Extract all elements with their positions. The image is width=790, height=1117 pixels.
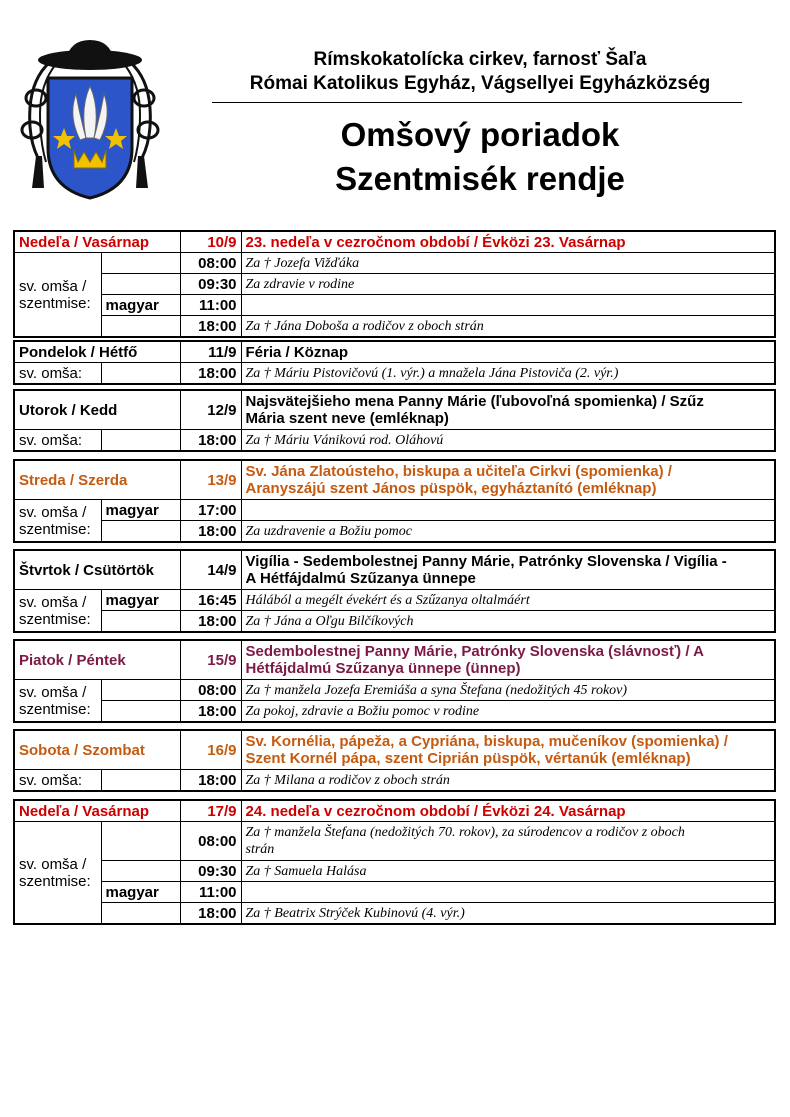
- mass-intention: Za pokoj, zdravie a Božiu pomoc v rodine: [241, 701, 775, 723]
- day-table-friday-15-9: [13, 639, 776, 723]
- day-table-sunday-10-9: [13, 230, 776, 338]
- liturgical-title: Sedembolestnej Panny Márie, Patrónky Slovenska (slávnosť) / A Hétfájdalmú Szűzanya ünnepe (ünnep): [241, 640, 775, 680]
- day-name: Piatok / Péntek: [14, 640, 180, 680]
- day-name: Štvrtok / Csütörtök: [14, 550, 180, 590]
- day-date: 11/9: [180, 341, 241, 363]
- mass-time: 08:00: [180, 253, 241, 274]
- mass-language: [101, 861, 180, 882]
- mass-label: sv. omša:: [14, 363, 101, 385]
- day-name: Nedeľa / Vasárnap: [14, 800, 180, 822]
- day-name: Pondelok / Hétfő: [14, 341, 180, 363]
- day-table-monday-11-9: [13, 340, 776, 385]
- day-table-wednesday-13-9: [13, 459, 776, 543]
- mass-language: [101, 316, 180, 338]
- page-title-hu: Szentmisék rendje: [335, 160, 625, 197]
- day-date: 16/9: [180, 730, 241, 770]
- mass-label: sv. omša:: [14, 770, 101, 792]
- mass-language: [101, 274, 180, 295]
- mass-language: [101, 770, 180, 792]
- church-name-hu: Római Katolikus Egyház, Vágsellyei Egyházközség: [249, 73, 711, 94]
- mass-language: magyar: [101, 590, 180, 611]
- liturgical-title: Najsvätejšieho mena Panny Márie (ľubovoľná spomienka) / Szűz Mária szent neve (emléknap): [241, 390, 775, 430]
- day-date: 13/9: [180, 460, 241, 500]
- mass-language: [101, 521, 180, 543]
- day-date: 14/9: [180, 550, 241, 590]
- day-date: 15/9: [180, 640, 241, 680]
- mass-label: sv. omša / szentmise:: [14, 680, 101, 723]
- mass-time: 18:00: [180, 701, 241, 723]
- liturgical-title: Sv. Kornélia, pápeža, a Cypriána, biskupa, mučeníkov (spomienka) / Szent Kornél pápa, szent Ciprián püspök, vértanúk (emléknap): [241, 730, 775, 770]
- mass-time: 18:00: [180, 363, 241, 385]
- mass-label: sv. omša:: [14, 430, 101, 452]
- mass-language: [101, 363, 180, 385]
- mass-intention: Za zdravie v rodine: [241, 274, 775, 295]
- mass-language: [101, 430, 180, 452]
- page-title-sk: Omšový poriadok: [340, 116, 620, 153]
- mass-time: 11:00: [180, 295, 241, 316]
- mass-time: 18:00: [180, 521, 241, 543]
- mass-time: 18:00: [180, 770, 241, 792]
- mass-intention: Za † manžela Štefana (nedožitých 70. rokov), za súrodencov a rodičov z oboch strán: [241, 822, 775, 861]
- mass-time: 09:30: [180, 274, 241, 295]
- day-date: 12/9: [180, 390, 241, 430]
- day-name: Sobota / Szombat: [14, 730, 180, 770]
- liturgical-title: 24. nedeľa v cezročnom období / Évközi 24. Vasárnap: [241, 800, 775, 822]
- day-name: Utorok / Kedd: [14, 390, 180, 430]
- mass-intention: Za † manžela Jozefa Eremiáša a syna Štefana (nedožitých 45 rokov): [241, 680, 775, 701]
- mass-time: 18:00: [180, 903, 241, 925]
- mass-label: sv. omša / szentmise:: [14, 500, 101, 543]
- day-date: 10/9: [180, 231, 241, 253]
- day-table-thursday-14-9: [13, 549, 776, 633]
- mass-language: [101, 822, 180, 861]
- mass-language: magyar: [101, 295, 180, 316]
- mass-intention: [241, 882, 775, 903]
- mass-time: 08:00: [180, 680, 241, 701]
- day-name: Streda / Szerda: [14, 460, 180, 500]
- liturgical-title: Féria / Köznap: [241, 341, 775, 363]
- mass-intention: Hálából a megélt évekért és a Szűzanya oltalmáért: [241, 590, 775, 611]
- day-name: Nedeľa / Vasárnap: [14, 231, 180, 253]
- coat-of-arms-icon: [10, 38, 170, 203]
- mass-intention: Za † Beatrix Strýček Kubinovú (4. výr.): [241, 903, 775, 925]
- mass-time: 18:00: [180, 430, 241, 452]
- mass-intention: Za † Máriu Vánikovú rod. Oláhovú: [241, 430, 775, 452]
- liturgical-title: 23. nedeľa v cezročnom období / Évközi 23. Vasárnap: [241, 231, 775, 253]
- mass-time: 18:00: [180, 316, 241, 338]
- mass-intention: Za † Jána a Oľgu Bilčíkových: [241, 611, 775, 633]
- mass-language: [101, 680, 180, 701]
- mass-time: 18:00: [180, 611, 241, 633]
- mass-label: sv. omša / szentmise:: [14, 822, 101, 925]
- mass-intention: Za † Máriu Pistovičovú (1. výr.) a mnažela Jána Pistoviča (2. výr.): [241, 363, 775, 385]
- church-name-sk: Rímskokatolícka cirkev, farnosť Šaľa: [313, 49, 647, 70]
- liturgical-title: Vigília - Sedembolestnej Panny Márie, Patrónky Slovenska / Vigília - A Hétfájdalmú Szűzanya ünnepe: [241, 550, 775, 590]
- day-date: 17/9: [180, 800, 241, 822]
- mass-language: [101, 611, 180, 633]
- mass-intention: [241, 295, 775, 316]
- mass-language: [101, 701, 180, 723]
- mass-intention: Za † Jána Doboša a rodičov z oboch strán: [241, 316, 775, 338]
- mass-time: 17:00: [180, 500, 241, 521]
- mass-language: magyar: [101, 500, 180, 521]
- day-table-tuesday-12-9: [13, 389, 776, 452]
- document-header: [0, 0, 790, 225]
- mass-time: 11:00: [180, 882, 241, 903]
- mass-time: 16:45: [180, 590, 241, 611]
- mass-language: [101, 903, 180, 925]
- mass-intention: Za † Milana a rodičov z oboch strán: [241, 770, 775, 792]
- liturgical-title: Sv. Jána Zlatoústeho, biskupa a učiteľa Cirkvi (spomienka) / Aranyszájú szent János püspök, egyháztanító (emléknap): [241, 460, 775, 500]
- mass-intention: Za † Jozefa Vižďáka: [241, 253, 775, 274]
- mass-intention: [241, 500, 775, 521]
- mass-time: 08:00: [180, 822, 241, 861]
- mass-label: sv. omša / szentmise:: [14, 590, 101, 633]
- mass-intention: Za uzdravenie a Božiu pomoc: [241, 521, 775, 543]
- mass-time: 09:30: [180, 861, 241, 882]
- mass-language: magyar: [101, 882, 180, 903]
- mass-language: [101, 253, 180, 274]
- day-table-saturday-16-9: [13, 729, 776, 792]
- mass-intention: Za † Samuela Halása: [241, 861, 775, 882]
- mass-label: sv. omša / szentmise:: [14, 253, 101, 338]
- day-table-sunday-17-9: [13, 799, 776, 925]
- header-divider: [212, 102, 742, 103]
